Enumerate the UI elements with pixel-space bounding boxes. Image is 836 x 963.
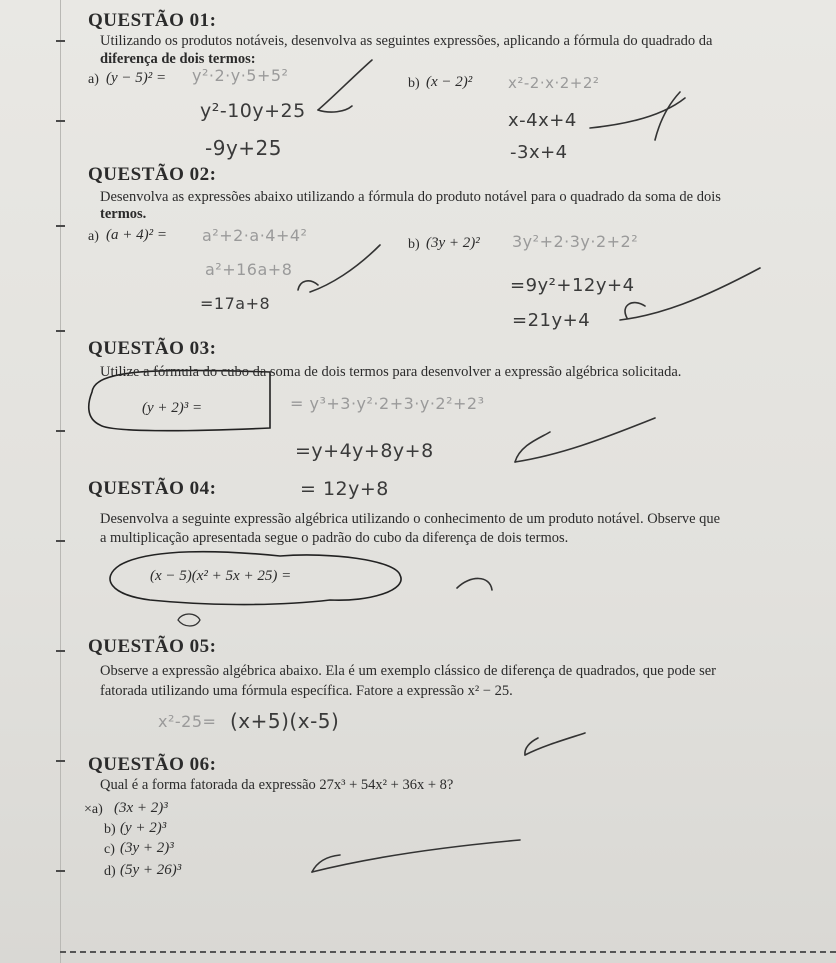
- q2-a-label: a): [88, 229, 99, 244]
- q2-b-handwritten-step-1: 3y²+2·3y·2+2²: [512, 232, 639, 251]
- q5-handwritten-answer: (x+5)(x-5): [230, 709, 340, 733]
- question-5-prompt: Observe a expressão algébrica abaixo. Ela é um exemplo clássico de diferença de quadrados, que pode ser: [100, 663, 716, 679]
- question-4-title: QUESTÃO 04:: [88, 478, 217, 499]
- question-3-title: QUESTÃO 03:: [88, 338, 217, 359]
- question-1-prompt: Utilizando os produtos notáveis, desenvolva as seguintes expressões, aplicando a fórmula do quadrado da: [100, 33, 713, 49]
- q6-option-c-text[interactable]: (3y + 2)³: [120, 840, 174, 856]
- q3-handwritten-step-2: =y+4y+8y+8: [295, 440, 434, 462]
- question-1-title: QUESTÃO 01:: [88, 10, 217, 31]
- question-6-prompt: Qual é a forma fatorada da expressão 27x³ + 54x² + 36x + 8?: [100, 777, 454, 793]
- q6-option-b-label[interactable]: b): [104, 822, 116, 837]
- question-5-prompt-cont: fatorada utilizando uma fórmula específica. Fatore a expressão x² − 25.: [100, 683, 513, 699]
- question-2-title: QUESTÃO 02:: [88, 164, 217, 185]
- q1-a-expression: (y − 5)² =: [106, 70, 167, 86]
- q1-a-label: a): [88, 72, 99, 87]
- q2-a-handwritten-step-2: a²+16a+8: [205, 260, 293, 279]
- q3-handwritten-step-1: = y³+3·y²·2+3·y·2²+2³: [290, 394, 485, 413]
- question-4-prompt-cont: a multiplicação apresentada segue o padrão do cubo da diferença de dois termos.: [100, 530, 569, 546]
- q2-b-label: b): [408, 237, 420, 252]
- question-1-prompt-cont: diferença de dois termos:: [100, 51, 256, 67]
- q6-option-c-label[interactable]: c): [104, 842, 115, 857]
- q1-a-handwritten-step-1: y²·2·y·5+5²: [192, 66, 289, 85]
- q1-b-label: b): [408, 76, 420, 91]
- q2-b-handwritten-step-3: =21y+4: [512, 310, 591, 331]
- q6-option-a-label[interactable]: ×a): [84, 802, 103, 817]
- q2-b-expression: (3y + 2)²: [426, 235, 480, 251]
- q1-b-handwritten-step-3: -3x+4: [510, 142, 568, 163]
- q1-b-handwritten-step-1: x²-2·x·2+2²: [508, 74, 600, 92]
- question-5-title: QUESTÃO 05:: [88, 636, 217, 657]
- question-3-prompt: Utilize a fórmula do cubo da soma de dois termos para desenvolver a expressão algébrica solicitada.: [100, 364, 682, 380]
- q4-expression: (x − 5)(x² + 5x + 25) =: [150, 568, 292, 584]
- q1-b-expression: (x − 2)²: [426, 74, 473, 90]
- q6-option-a-text[interactable]: (3x + 2)³: [114, 800, 168, 816]
- question-2-prompt-cont: termos.: [100, 206, 147, 222]
- q1-a-handwritten-step-3: -9y+25: [205, 136, 282, 160]
- question-6-title: QUESTÃO 06:: [88, 754, 217, 775]
- q3-handwritten-step-3: = 12y+8: [300, 478, 389, 500]
- q2-b-handwritten-step-2: =9y²+12y+4: [510, 275, 635, 296]
- q2-a-handwritten-step-1: a²+2·a·4+4²: [202, 226, 308, 245]
- q5-handwritten-prefix: x²-25=: [158, 712, 217, 731]
- q6-option-d-label[interactable]: d): [104, 864, 116, 879]
- q1-a-handwritten-step-2: y²-10y+25: [200, 100, 306, 122]
- q2-a-expression: (a + 4)² =: [106, 227, 167, 243]
- q2-a-handwritten-step-3: =17a+8: [200, 294, 271, 313]
- question-4-prompt: Desenvolva a seguinte expressão algébrica utilizando o conhecimento de um produto notável. Observe que: [100, 511, 721, 527]
- cut-line-divider: [60, 951, 836, 953]
- q3-expression: (y + 2)³ =: [142, 400, 203, 416]
- question-2-prompt: Desenvolva as expressões abaixo utilizando a fórmula do produto notável para o quadrado da soma de dois: [100, 189, 721, 205]
- q6-option-b-text[interactable]: (y + 2)³: [120, 820, 167, 836]
- q1-b-handwritten-step-2: x-4x+4: [508, 110, 577, 131]
- q6-option-d-text[interactable]: (5y + 26)³: [120, 862, 182, 878]
